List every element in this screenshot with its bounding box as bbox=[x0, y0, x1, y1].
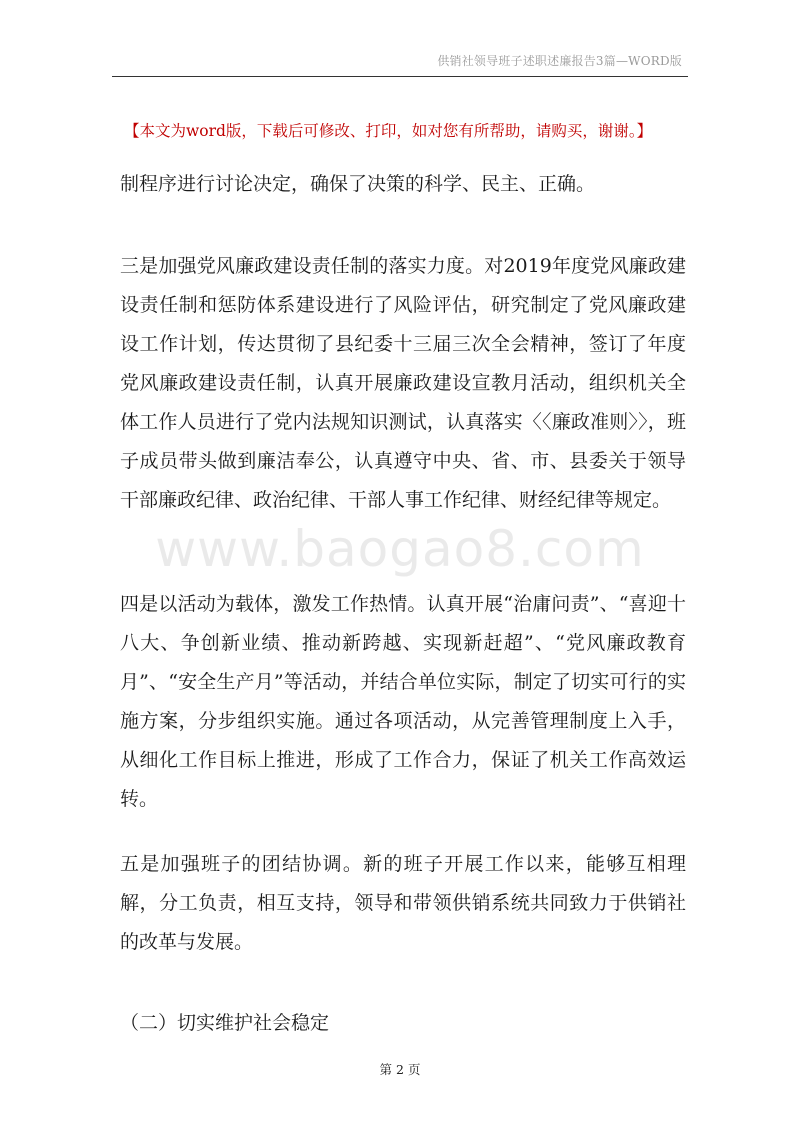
paragraph-3: 四是以活动为载体，激发工作热情。认真开展“治庸问责”、“喜迎十八大、争创新业绩、推动新跨越、实现新赶超”、“党风廉政教育月”、“安全生产月”等活动，并结合单位实际，制定了切实可行的实施方案，分步组织实施。通过各项活动，从完善管理制度上入手，从细化工作目标上推进，形成了工作合力，保证了机关工作高效运转。 bbox=[120, 593, 686, 810]
paragraph-4: 五是加强班子的团结协调。新的班子开展工作以来，能够互相理解，分工负责，相互支持，领导和带领供销系统共同致力于供销社的改革与发展。 bbox=[120, 853, 686, 953]
header-rule bbox=[112, 76, 688, 77]
page-number: 第 2 页 bbox=[379, 1062, 421, 1077]
paragraph-2: 三是加强党风廉政建设责任制的落实力度。对2019年度党风廉政建设责任制和惩防体系建设进行了风险评估，研究制定了党风廉政建设工作计划，传达贯彻了县纪委十三届三次全会精神，签订了年度党风廉政建设责任制，认真开展廉政建设宣教月活动，组织机关全体工作人员进行了党内法规知识测试，认真落实〈〈廉政准则〉〉，班子成员带头做到廉洁奉公，认真遵守中央、省、市、县委关于领导干部廉政纪律、政治纪律、干部人事工作纪律、财经纪律等规定。 bbox=[120, 255, 686, 511]
section-heading: （二）切实维护社会稳定 bbox=[120, 1012, 330, 1034]
download-notice: 【本文为word版，下载后可修改、打印，如对您有所帮助，请购买，谢谢。】 bbox=[124, 122, 653, 140]
watermark: www.baogao8.com bbox=[155, 520, 645, 578]
paragraph-1: 制程序进行讨论决定，确保了决策的科学、民主、正确。 bbox=[120, 173, 596, 195]
header-title: 供销社领导班子述职述廉报告3篇—WORD版 bbox=[437, 54, 682, 68]
